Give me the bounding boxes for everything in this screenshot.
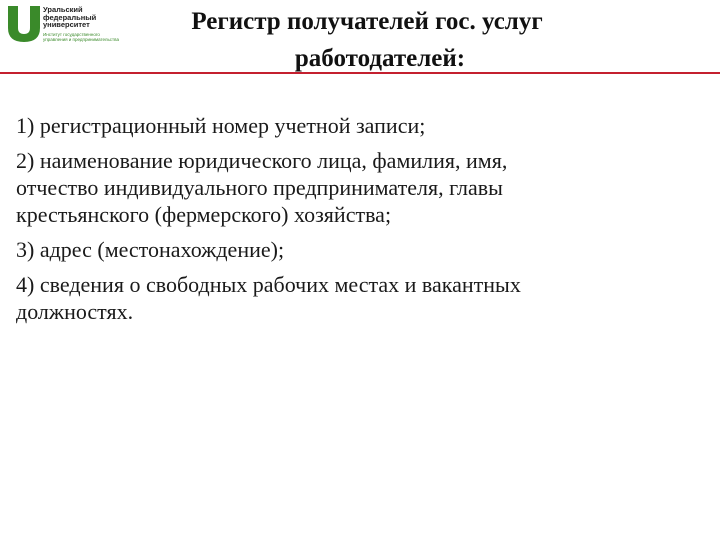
title-divider xyxy=(0,72,720,74)
logo-subtitle-line: управления и предпринимательства xyxy=(43,37,119,42)
list-item xyxy=(16,112,706,139)
university-logo xyxy=(6,4,132,44)
logo-line: университет xyxy=(43,20,90,30)
list-item xyxy=(16,147,706,228)
slide-title-line-1: Регистр получателей гос. услуг xyxy=(191,8,543,35)
logo-line: Уральский xyxy=(43,5,83,14)
list-item-line: 3) адрес (местонахождение); xyxy=(16,237,285,262)
list-item-line: 2) наименование юридического лица, фамилия, имя, xyxy=(16,148,508,173)
list-item xyxy=(16,236,706,263)
ural-university-logo-icon xyxy=(6,4,42,44)
list-item-line: 1) регистрационный номер учетной записи; xyxy=(16,113,426,138)
logo-line: федеральный xyxy=(43,12,97,22)
list-item-line: 4) сведения о свободных рабочих местах и вакантных xyxy=(16,272,521,297)
slide-title-line-2: работодателей: xyxy=(294,45,466,72)
list-item-line: отчество индивидуального предпринимателя, главы xyxy=(16,175,503,200)
logo-text xyxy=(43,6,96,29)
logo-subtitle-line: Институт государственного xyxy=(43,32,100,37)
list-item-line: должностях. xyxy=(16,299,134,324)
list-item xyxy=(16,271,706,325)
slide-title xyxy=(128,3,606,77)
slide-body xyxy=(16,112,706,333)
list-item-line: крестьянского (фермерского) хозяйства; xyxy=(16,202,392,227)
logo-subtitle xyxy=(43,32,119,42)
